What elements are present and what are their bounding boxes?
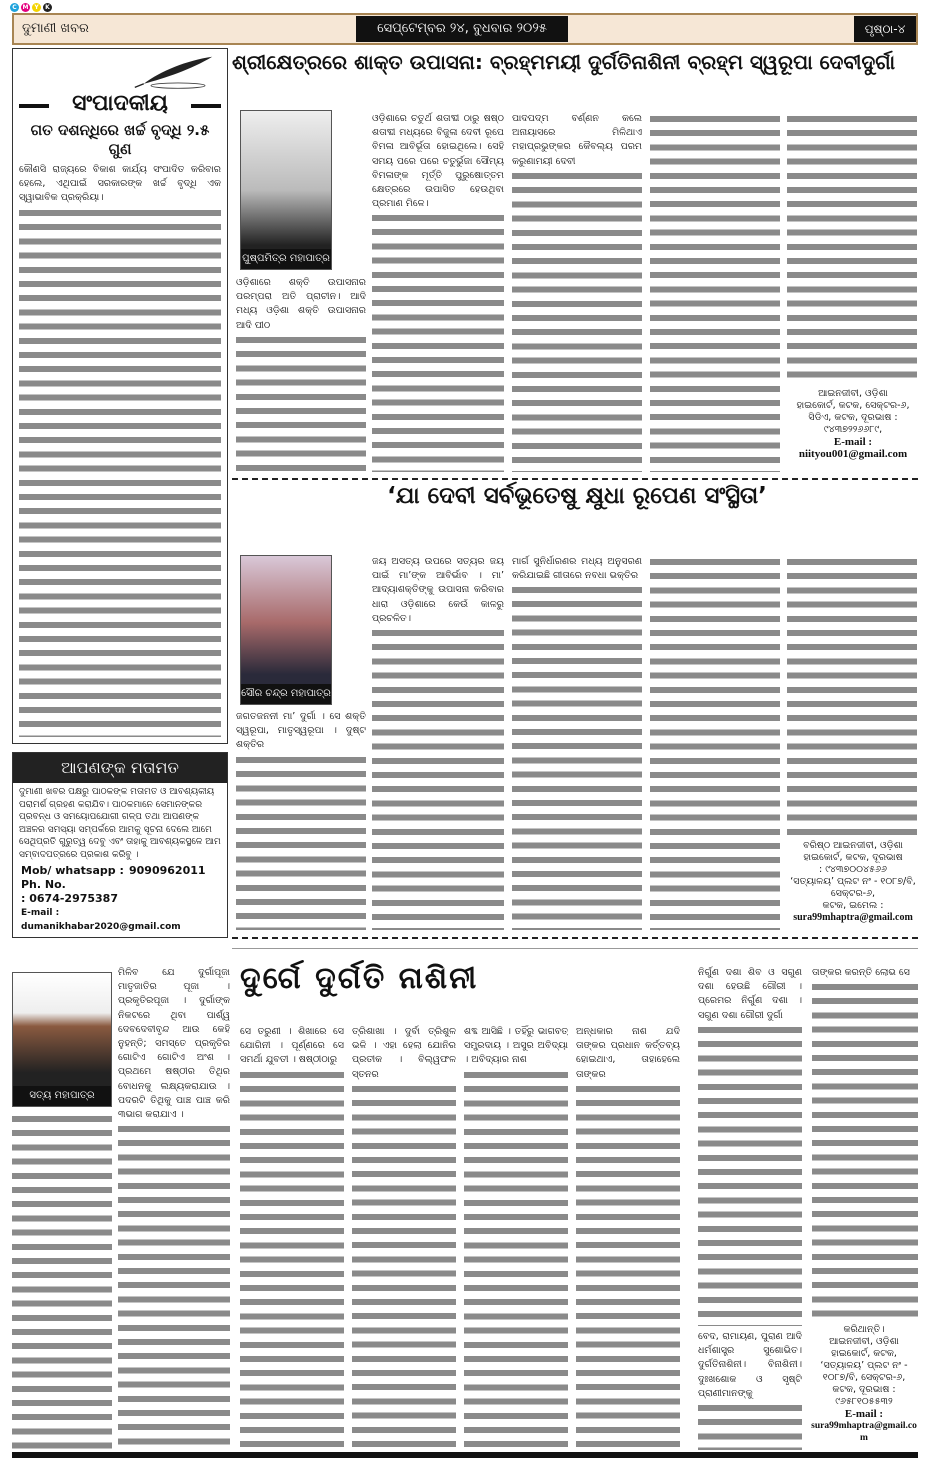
column-text-block: [240, 1068, 344, 1450]
column-text-block: [698, 1401, 802, 1450]
editorial-text-block: [19, 206, 221, 738]
column-text-block: [576, 1082, 680, 1450]
author-name: ପୁଷ୍ପମିତ୍ର ମହାପାତ୍ର: [241, 249, 331, 269]
author-city: କଟକ, ଇମେଲ :: [822, 900, 884, 911]
phone-label: Ph. No.: [21, 878, 66, 891]
article3-column-2: [240, 1025, 344, 1450]
black-mark: K: [43, 3, 52, 12]
opinion-body: ଦୁମାଣୀ ଖବର ପକ୍ଷରୁ ପାଠକଙ୍କ ମତାମତ ଓ ଆବଶ୍ୟକୀୟ ପରାମର୍ଶ ଗ୍ରହଣ କରାଯିବ। ପାଠକମାନେ ସେମାନଙ୍କର ପ୍ରବନ୍ଧ ଓ ସମୟୋପଯୋଗୀ ଗଳ୍ପ ତଥା ଆପଣଙ୍କ ଅଞ୍ଚଳର ସମସ୍ୟା ସମ୍ପର୍କରେ ଆମକୁ ସୂଚନା ଦେଲେ ଆମେ ସେଥିପ୍ରତି ଗୁରୁତ୍ୱ ଦେବୁ ଏବଂ ତାହାକୁ ଆବଶ୍ୟକସ୍ଥଳେ ଆମ ସମ୍ବାଦପତ୍ରରେ ପ୍ରକାଶ କରିବୁ ।: [19, 787, 221, 860]
column-text-block: [650, 555, 780, 930]
author-email: sura99mhaptra@gmail.com: [793, 912, 913, 923]
article3-column-3: [352, 1025, 456, 1450]
author-phone: ୯୬୫୮୧୦୫୫୩୨: [835, 1396, 893, 1407]
editorial-headline: ଗତ ଦଶନ୍ଧିରେ ଖର୍ଚ୍ଚ ବୃଦ୍ଧି ୨.୫ ଗୁଣ: [30, 121, 210, 159]
phone-number: : 0674-2975387: [21, 892, 118, 905]
section-divider: [232, 937, 918, 939]
author-designation: ଆଇନଜୀବୀ, ଓଡ଼ିଶା: [829, 1336, 899, 1347]
column-text: ନିର୍ଗୁଣ ଦଶା ଶିବ ଓ ସଗୁଣ ଦଶା ହେଉଛି ଗୌରୀ । ପ୍ରେମର ନିର୍ଗୁଣ ଦଶା । ସଗୁଣ ଦଶା ଗୌରୀ ଦୁର୍ଗା: [698, 967, 802, 1021]
article3-column-7: [812, 966, 918, 1318]
email-label: E-mail :: [844, 1408, 884, 1420]
article1-column-1: [236, 276, 366, 472]
quill-pen-icon: [119, 55, 219, 91]
editorial-box: [12, 48, 228, 744]
article3-author-contact: [808, 1324, 920, 1444]
column-text-block: [236, 333, 366, 472]
article3-column-4: [464, 1025, 568, 1450]
author-phone: ୯୪୩୭୨୨୬୬୮୯,: [823, 424, 883, 435]
article2-author-contact: [787, 840, 919, 924]
article3-headline: ଦୁର୍ଗେ ଦୁର୍ଗତି ନାଶିନୀ: [240, 961, 479, 996]
opinion-email: dumanikhabar2020@gmail.com: [21, 922, 181, 932]
column-text: ସେ ତରୁଣୀ । ଶିଖାରେ ସେ ଯୋଗିନୀ । ପୂର୍ଣ୍ଣରେ ସେ ସମର୍ଥା ଯୁବତୀ । ଷଷ୍ଠୀଠାରୁ: [240, 1026, 344, 1066]
editorial-label: ସଂପାଦକୀୟ: [19, 91, 221, 117]
author-designation: ଆଇନଜୀବୀ, ଓଡ଼ିଶା: [818, 388, 888, 399]
issue-date: ସେପ୍ଟେମ୍ବର ୨୪, ବୁଧବାର ୨୦୨୫: [356, 16, 568, 42]
author-designation: ବରିଷ୍ଠ ଆଇନଜୀବୀ, ଓଡ଼ିଶା: [803, 840, 903, 851]
email-label: E-mail :: [833, 436, 873, 448]
column-text-block: [787, 555, 917, 835]
paper-name: ଦୁମାଣୀ ଖବର: [22, 21, 89, 36]
column-text-block: [650, 112, 780, 472]
editorial-body: [19, 163, 221, 737]
author-phone: : ୯୪୩୭୦୦୪୫୬୬: [818, 864, 888, 875]
registration-marks: [10, 3, 52, 12]
article3-column-5: [576, 1025, 680, 1450]
article1-author-contact: [787, 388, 919, 460]
column-text-block: [698, 1023, 802, 1326]
author-city: କଟକ, ଦୂରଭାଷ :: [832, 1384, 896, 1395]
column-text: ମାର୍ଗ ସୁନିର୍ଧାରଣର ମଧ୍ୟ ଅନୁସରଣ କରିଯାଇଛି ଗୀତାରେ ନବଧା ଭକ୍ତିର: [512, 556, 642, 582]
article2-column-4: [650, 555, 780, 930]
article-closing: କରିଥାନ୍ତି।: [843, 1324, 885, 1335]
article1-column-5: [787, 112, 917, 384]
mobile-number: 9090962011: [129, 864, 206, 877]
column-text-block: [812, 980, 918, 1318]
column-text: ଓଡ଼ିଶାରେ ଶକ୍ତି ଉପାସନାର ପରମ୍ପରା ଅତି ପ୍ରାଚୀନ। ଆଦି ମଧ୍ୟ ଓଡ଼ିଶା ଶକ୍ତି ଉପାସନାର ଆଦି ପୀଠ: [236, 277, 366, 331]
column-text-block: [236, 753, 366, 930]
column-text: ଜଗତଜନନୀ ମା’ ଦୁର୍ଗା । ସେ ଶକ୍ତି ସ୍ୱରୂପା, ମାତୃସ୍ୱରୂପା । ଦୁଷ୍ଟ ଶକ୍ତିର: [236, 711, 366, 751]
article3-column-8: [698, 1330, 802, 1450]
column-text: ତ୍ରିଶାଖା । ଦୁର୍ବା ତ୍ରିଶୁଳ ଭଳି । ଏହା ହେଲା ଯୋନିର ପ୍ରତୀକ । ବିଲ୍ୱଫଳ ସ୍ତନର: [352, 1026, 456, 1080]
author-name: ସତ୍ୟ ମହାପାତ୍ର: [13, 1086, 111, 1106]
article2-column-2: [372, 555, 504, 930]
column-text: ଶବ୍ଦ ଆସିଛି । ତହିଁରୁ ଭାଗବତ୍ ସମ୍ପ୍ରଦାୟ । ଅସୁର ଅବିଦ୍ୟା । ଅବିଦ୍ୟାର ନାଶ: [464, 1026, 568, 1066]
yellow-mark: Y: [32, 3, 41, 12]
column-text-block: [512, 583, 642, 930]
author-photo: [240, 110, 332, 270]
author-photo: [240, 555, 332, 705]
column-text-block: [352, 1082, 456, 1450]
column-text-block: [464, 1068, 568, 1450]
cyan-mark: C: [10, 3, 19, 12]
footer-bar: [12, 1452, 918, 1458]
magenta-mark: M: [22, 4, 29, 11]
author-court: ହାଇକୋର୍ଟ, କଟକ,: [831, 1348, 897, 1359]
article3-column-6: [698, 966, 802, 1326]
page-header: [12, 13, 918, 45]
column-text-block: [12, 1112, 112, 1450]
article1-column-3: [512, 112, 642, 472]
column-text: ଜୟ ଅସତ୍ୟ ଉପରେ ସତ୍ୟର ଜୟ ପାଇଁ ମା’ଙ୍କ ଆବିର୍ଭାବ । ମା’ ଆଦ୍ୟାଶକ୍ତିଙ୍କୁ ଉପାସନା କରିବାର ଧାରା ଓଡ଼ିଶାରେ କେଉଁ କାଳରୁ ପ୍ରଚଳିତ।: [372, 556, 504, 624]
column-text: ମିଳିବ ଯେ ଦୁର୍ଗାପୂଜା ମାତୃଜାତିର ପୂଜା । ପ୍ରକୃତିରପୂଜା । ଦୁର୍ଗାଙ୍କ ନିକଟରେ ଥିବା ପାର୍ଶ୍ୱ ଦେବଦେବୀବୃନ୍ଦ ଆଉ କେହି ନୁହନ୍ତି; ସମସ୍ତେ ପ୍ରକୃତିର ଗୋଟିଏ ଗୋଟିଏ ଅଂଶ । ପ୍ରଥମେ ଷଷ୍ଠୀର ତିଥିର ବୋଧନକୁ ଲକ୍ଷ୍ୟକରାଯାଉ । ପଦରଟି ତିଥିକୁ ପାଞ୍ଚ ପାଞ୍ଚ କରି ୩ଭାଗ କରାଯାଏ ।: [118, 967, 230, 1121]
article1-headline: ଶ୍ରୀକ୍ଷେତ୍ରରେ ଶାକ୍ତ ଉପାସନା: ବ୍ରହ୍ମମୟୀ ଦୁର୍ଗତିନାଶିନୀ ବ୍ରହ୍ମ ସ୍ୱରୂପା ଦେବୀଦୁର୍ଗା: [232, 50, 896, 74]
column-text: ତାଙ୍କର କରନ୍ତି ଲୋଭ ସେ: [812, 967, 910, 978]
author-photo: [12, 972, 112, 1107]
column-text: ପାଦପଦ୍ମ ବର୍ଣ୍ଣନ କଲେ ଅନାୟାସରେ ମିଳିଥାଏ ମହାପ୍ରଭୁଙ୍କର କୈବଲ୍ୟ ପରମ କରୁଣାମୟୀ ଦେବୀ: [512, 113, 642, 167]
author-email: sura99mhaptra@gmail.com: [811, 1421, 917, 1443]
section-divider: [232, 478, 918, 480]
article2-column-5: [787, 555, 917, 835]
author-plot: ୧୦୮୭/ବି, ସେକ୍ଟର-୬,: [822, 1372, 906, 1383]
column-text-block: [372, 626, 504, 930]
article2-column-1: [236, 710, 366, 930]
author-house: ‘ସତ୍ୟାଳୟ’ ପ୍ଲଟ ନଂ -: [820, 1360, 908, 1371]
article3-column-0: [12, 1112, 112, 1450]
reader-opinion-box: [12, 752, 228, 938]
author-address: ହାଇକୋର୍ଟ, କଟକ, ସେକ୍ଟର-୬, ସିଡିଏ, କଟକ, ଦୂରଭାଷ :: [796, 400, 910, 423]
author-email: niityou001@gmail.com: [798, 448, 908, 460]
article2-column-3: [512, 555, 642, 930]
editorial-lead: କୌଣସି ରାଜ୍ୟରେ ବିକାଶ କାର୍ଯ୍ୟ ସଂପାଦିତ କରିବାର ହେଲେ, ଏଥିପାଇଁ ସରକାରଙ୍କ ଖର୍ଚ୍ଚ ବୃଦ୍ଧି ଏକ ସ୍ୱାଭାବିକ ପ୍ରକ୍ରିୟା।: [19, 163, 221, 204]
article2-headline: ‘ଯା ଦେବୀ ସର୍ବଭୂତେଷୁ କ୍ଷୁଧା ରୂପେଣ ସଂସ୍ଥିତା’: [387, 483, 767, 509]
author-address: ହାଇକୋର୍ଟ, କଟକ, ଦୂରଭାଷ: [803, 852, 903, 863]
column-text-block: [787, 112, 917, 384]
column-text-block: [118, 1122, 230, 1450]
article1-column-2: [372, 112, 504, 472]
column-text: ବେଦ, ରାମାୟଣ, ପୁରାଣ ଆଦି ଧର୍ମଶାସ୍ତ୍ର ସୁଶୋଭିତ। ଦୁର୍ଗତିନାଶିନୀ। ବିନାଶିନୀ। ଦୁଃଖଶୋକ ଓ ସୃଷ୍ଟି ପ୍ରାଣୀମାନଙ୍କୁ: [698, 1331, 802, 1399]
column-text: ଅନ୍ଧକାର ନାଶ ଯଦି ତାଙ୍କର ପ୍ରଧାନ କର୍ତ୍ତବ୍ୟ ହୋଇଥାଏ, ତାହାହେଲେ ତାଙ୍କର: [576, 1026, 680, 1080]
mobile-label: Mob/ whatsapp :: [21, 864, 124, 877]
opinion-title: ଆପଣଙ୍କ ମତାମତ: [13, 753, 227, 783]
article1-column-4: [650, 112, 780, 472]
email-label: E-mail :: [21, 908, 60, 918]
page-number: ପୃଷ୍ଠା-୪: [854, 16, 916, 42]
author-house: ‘ସତ୍ୟାଳୟ’ ପ୍ଲଟ ନଂ - ୧୦୮୭/ବି, ସେକ୍ଟର-୬,: [790, 876, 916, 899]
column-text: ଓଡ଼ିଶାରେ ଚତୁର୍ଥ ଶତାବ୍ଦୀ ଠାରୁ ଷଷ୍ଠ ଶତାବ୍ଦୀ ମଧ୍ୟରେ ବିଜୁଳା ଦେବୀ ରୂପେ ବିମଳା ଆବିର୍ଭୂତା ହୋଇଥିଲେ। ସେହି ସମୟ ପରେ ପରେ ଚତୁର୍ଭୁଜା ସୌମ୍ୟ ବିମଳାଙ୍କ ମୂର୍ତ୍ତି ପୁରୁଷୋତ୍ତମ କ୍ଷେତ୍ରରେ ଉପାସିତ ହେଉଥିବା ପ୍ରମାଣ ମିଳେ।: [372, 113, 504, 210]
column-text-block: [512, 169, 642, 472]
section-divider: [232, 948, 918, 949]
author-name: ସୌର ଚନ୍ଦ୍ର ମହାପାତ୍ର: [241, 684, 331, 704]
article3-column-1: [118, 966, 230, 1450]
column-text-block: [372, 211, 504, 472]
